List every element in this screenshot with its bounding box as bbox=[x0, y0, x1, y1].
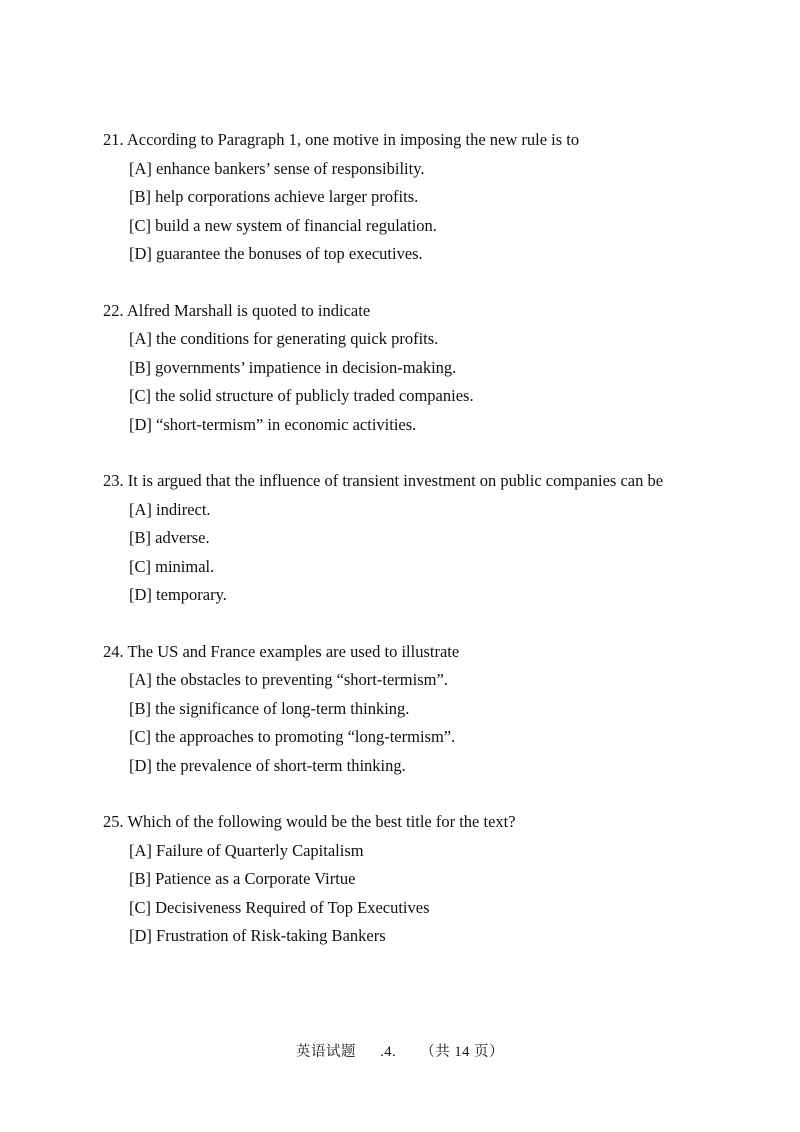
option-a: [A] Failure of Quarterly Capitalism bbox=[129, 840, 364, 860]
footer-total-pages: （共 14 页） bbox=[420, 1044, 504, 1060]
option-a: [A] enhance bankers’ sense of responsibility. bbox=[129, 158, 425, 178]
question-21 bbox=[103, 126, 743, 269]
question-24 bbox=[103, 638, 743, 781]
question-number: 24. bbox=[103, 641, 124, 661]
option-b: [B] the significance of long-term thinking. bbox=[129, 698, 410, 718]
question-25 bbox=[103, 808, 743, 951]
option-c: [C] the solid structure of publicly traded companies. bbox=[129, 386, 474, 405]
footer-page-number: .4. bbox=[380, 1044, 397, 1060]
question-text: It is argued that the influence of transient investment on public companies can be bbox=[127, 471, 664, 490]
question-text: According to Paragraph 1, one motive in imposing the new rule is to bbox=[126, 130, 580, 149]
option-c: [C] the approaches to promoting “long-termism”. bbox=[129, 727, 456, 746]
question-text: Alfred Marshall is quoted to indicate bbox=[126, 300, 371, 320]
question-stem bbox=[103, 467, 743, 496]
question-stem bbox=[103, 297, 743, 326]
option-b: [B] adverse. bbox=[129, 528, 210, 547]
question-number: 21. bbox=[103, 130, 124, 149]
option-a: [A] the conditions for generating quick profits. bbox=[129, 329, 439, 348]
option-d: [D] “short-termism” in economic activities. bbox=[129, 414, 417, 434]
question-text: The US and France examples are used to illustrate bbox=[127, 641, 460, 661]
question-text: Which of the following would be the best title for the text? bbox=[127, 812, 516, 831]
option-a: [A] indirect. bbox=[129, 499, 211, 519]
option-d: [D] the prevalence of short-term thinking. bbox=[129, 755, 406, 775]
option-d: [D] temporary. bbox=[129, 585, 227, 604]
option-c: [C] Decisiveness Required of Top Executives bbox=[129, 897, 430, 917]
question-list bbox=[103, 126, 743, 951]
option-b: [B] help corporations achieve larger profits. bbox=[129, 187, 419, 206]
question-23 bbox=[103, 467, 743, 610]
option-c: [C] minimal. bbox=[129, 556, 215, 576]
question-stem bbox=[103, 808, 743, 837]
page-footer bbox=[0, 1040, 800, 1061]
question-22 bbox=[103, 297, 743, 440]
option-c: [C] build a new system of financial regulation. bbox=[129, 215, 437, 235]
question-number: 25. bbox=[103, 812, 124, 831]
question-number: 22. bbox=[103, 300, 124, 320]
option-b: [B] Patience as a Corporate Virtue bbox=[129, 869, 356, 888]
option-d: [D] guarantee the bonuses of top executives. bbox=[129, 244, 423, 263]
footer-subject: 英语试题 bbox=[296, 1044, 356, 1060]
option-d: [D] Frustration of Risk-taking Bankers bbox=[129, 926, 386, 945]
question-stem bbox=[103, 638, 743, 667]
question-number: 23. bbox=[103, 471, 124, 490]
question-stem bbox=[103, 126, 743, 155]
option-b: [B] governments’ impatience in decision-making. bbox=[129, 357, 457, 377]
option-a: [A] the obstacles to preventing “short-termism”. bbox=[129, 670, 448, 689]
